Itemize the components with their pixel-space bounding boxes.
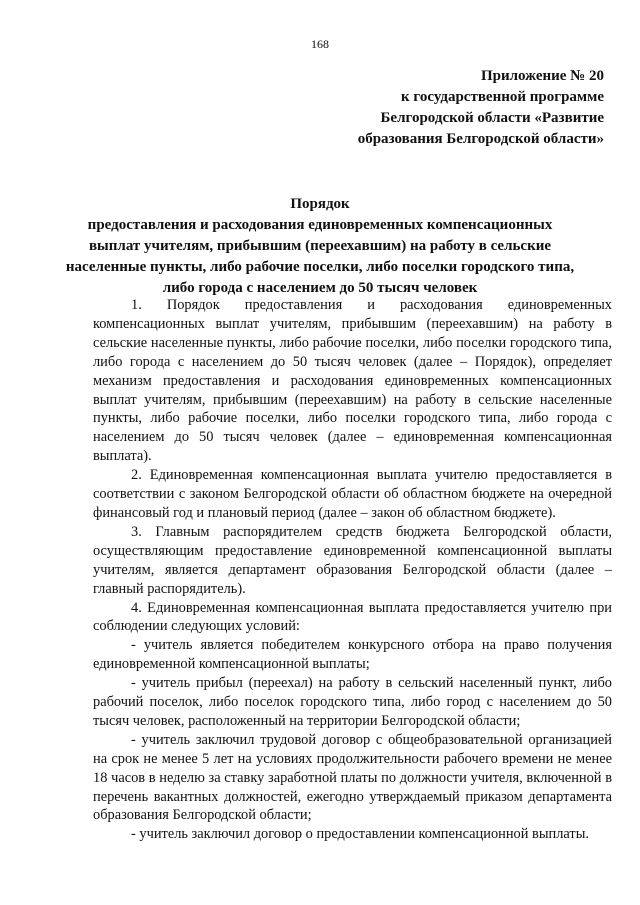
- condition-item: - учитель прибыл (переехал) на работу в сельский населенный пункт, либо рабочий поселок, либо поселок городского типа, либо город с населением до 50 тысяч человек, расположенный на территории Белгородской области;: [93, 675, 612, 729]
- title-heading: Порядок: [290, 196, 350, 212]
- page-number: 168: [311, 37, 329, 51]
- title-line: либо города с населением до 50 тысяч человек: [162, 280, 478, 296]
- title-line: предоставления и расходования единовременных компенсационных: [87, 217, 553, 233]
- condition-item: - учитель является победителем конкурсного отбора на право получения единовременной компенсационной выплаты;: [93, 637, 612, 673]
- paragraph-3: 3. Главным распорядителем средств бюджета Белгородской области, осуществляющим предоставление единовременной компенсационной выплаты учителям, является департамент образования Белгородской области (далее – главный распорядитель).: [93, 523, 612, 597]
- title-line: населенные пункты, либо рабочие поселки, либо поселки городского типа,: [65, 259, 575, 275]
- appendix-line: Белгородской области «Развитие: [380, 110, 604, 126]
- condition-item: - учитель заключил договор о предоставлении компенсационной выплаты.: [131, 826, 589, 843]
- appendix-line: образования Белгородской области»: [357, 131, 604, 147]
- condition-item: - учитель заключил трудовой договор с общеобразовательной организацией на срок не менее 5 лет на условиях продолжительности рабочего времени не менее 18 часов в неделю за ставку заработной платы по должности учителя, включенной в перечень вакантных должностей, ежегодно утверждаемый приказом департамента образования Белгородской области;: [93, 731, 612, 824]
- document-title: [60, 194, 580, 299]
- paragraph-4: 4. Единовременная компенсационная выплата предоставляется учителю при соблюдении следующих условий:: [93, 599, 612, 635]
- paragraph-2: 2. Единовременная компенсационная выплата учителю предоставляется в соответствии с законом Белгородской области об областном бюджете на очередной финансовый год и плановый период (далее – закон об областном бюджете).: [93, 467, 612, 521]
- appendix-header: [358, 66, 604, 150]
- appendix-line: Приложение № 20: [480, 68, 604, 84]
- paragraph-1: 1. Порядок предоставления и расходования единовременных компенсационных выплат учителям, прибывшим (переехавшим) на работу в сельские населенные пункты, либо рабочие поселки, либо поселки городского типа, либо города с населением до 50 тысяч человек (далее – Порядок), определяет механизм предоставления и расходования единовременных компенсационных выплат учителям, прибывшим (переехавшим) на работу в сельские населенные пункты, либо рабочие поселки, либо поселки городского типа, либо города с населением до 50 тысяч человек (далее – единовременная компенсационная выплата).: [93, 297, 612, 465]
- title-line: выплат учителям, прибывшим (переехавшим) на работу в сельские: [88, 238, 552, 254]
- document-body: [93, 296, 612, 844]
- appendix-line: к государственной программе: [401, 89, 604, 105]
